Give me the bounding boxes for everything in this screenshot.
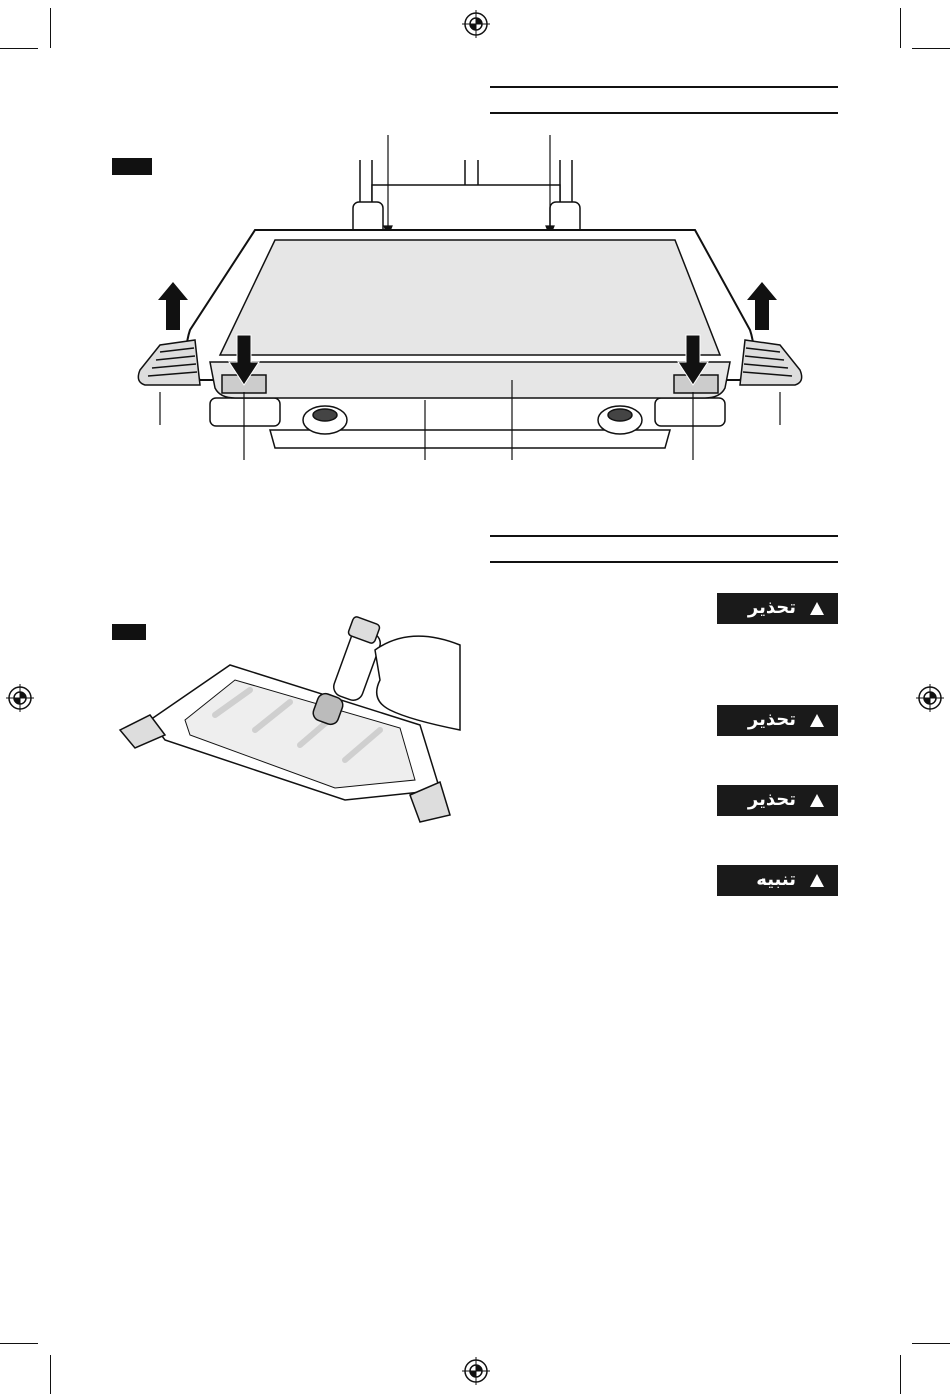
registration-mark-icon	[462, 10, 490, 38]
section-rule-top	[490, 112, 838, 114]
oil-application-figure	[110, 610, 470, 830]
warning-triangle-icon	[810, 714, 824, 727]
grill-plate-surface	[220, 240, 720, 355]
warning-triangle-icon	[810, 794, 824, 807]
crop-mark-icon	[912, 1343, 950, 1344]
warning-triangle-icon	[810, 874, 824, 887]
arrow-up-icon	[158, 282, 188, 330]
warning-label	[717, 593, 838, 624]
crop-mark-icon	[50, 8, 51, 48]
caution-label	[717, 865, 838, 896]
oil-brush-hand	[311, 616, 460, 730]
grill-plate-figure	[120, 130, 820, 470]
side-handle-left	[138, 340, 200, 385]
section-rule-top	[490, 86, 838, 88]
crop-mark-icon	[900, 8, 901, 48]
warning-label-text: تحذير	[747, 789, 796, 810]
crop-mark-icon	[900, 1355, 901, 1394]
registration-mark-icon	[916, 684, 944, 712]
crop-mark-icon	[912, 48, 950, 49]
crop-mark-icon	[0, 48, 38, 49]
arrow-up-icon	[747, 282, 777, 330]
grill-base	[210, 398, 725, 448]
warning-label	[717, 785, 838, 816]
warning-label	[717, 705, 838, 736]
side-handle-right	[740, 340, 802, 385]
section-rule-mid	[490, 535, 838, 537]
warning-label-text: تحذير	[747, 597, 796, 618]
crop-mark-icon	[50, 1355, 51, 1394]
section-rule-mid	[490, 561, 838, 563]
warning-triangle-icon	[810, 602, 824, 615]
warning-label-text: تحذير	[747, 709, 796, 730]
caution-label-text: تنبيه	[756, 869, 796, 890]
registration-mark-icon	[462, 1357, 490, 1385]
crop-mark-icon	[0, 1343, 38, 1344]
registration-mark-icon	[6, 684, 34, 712]
